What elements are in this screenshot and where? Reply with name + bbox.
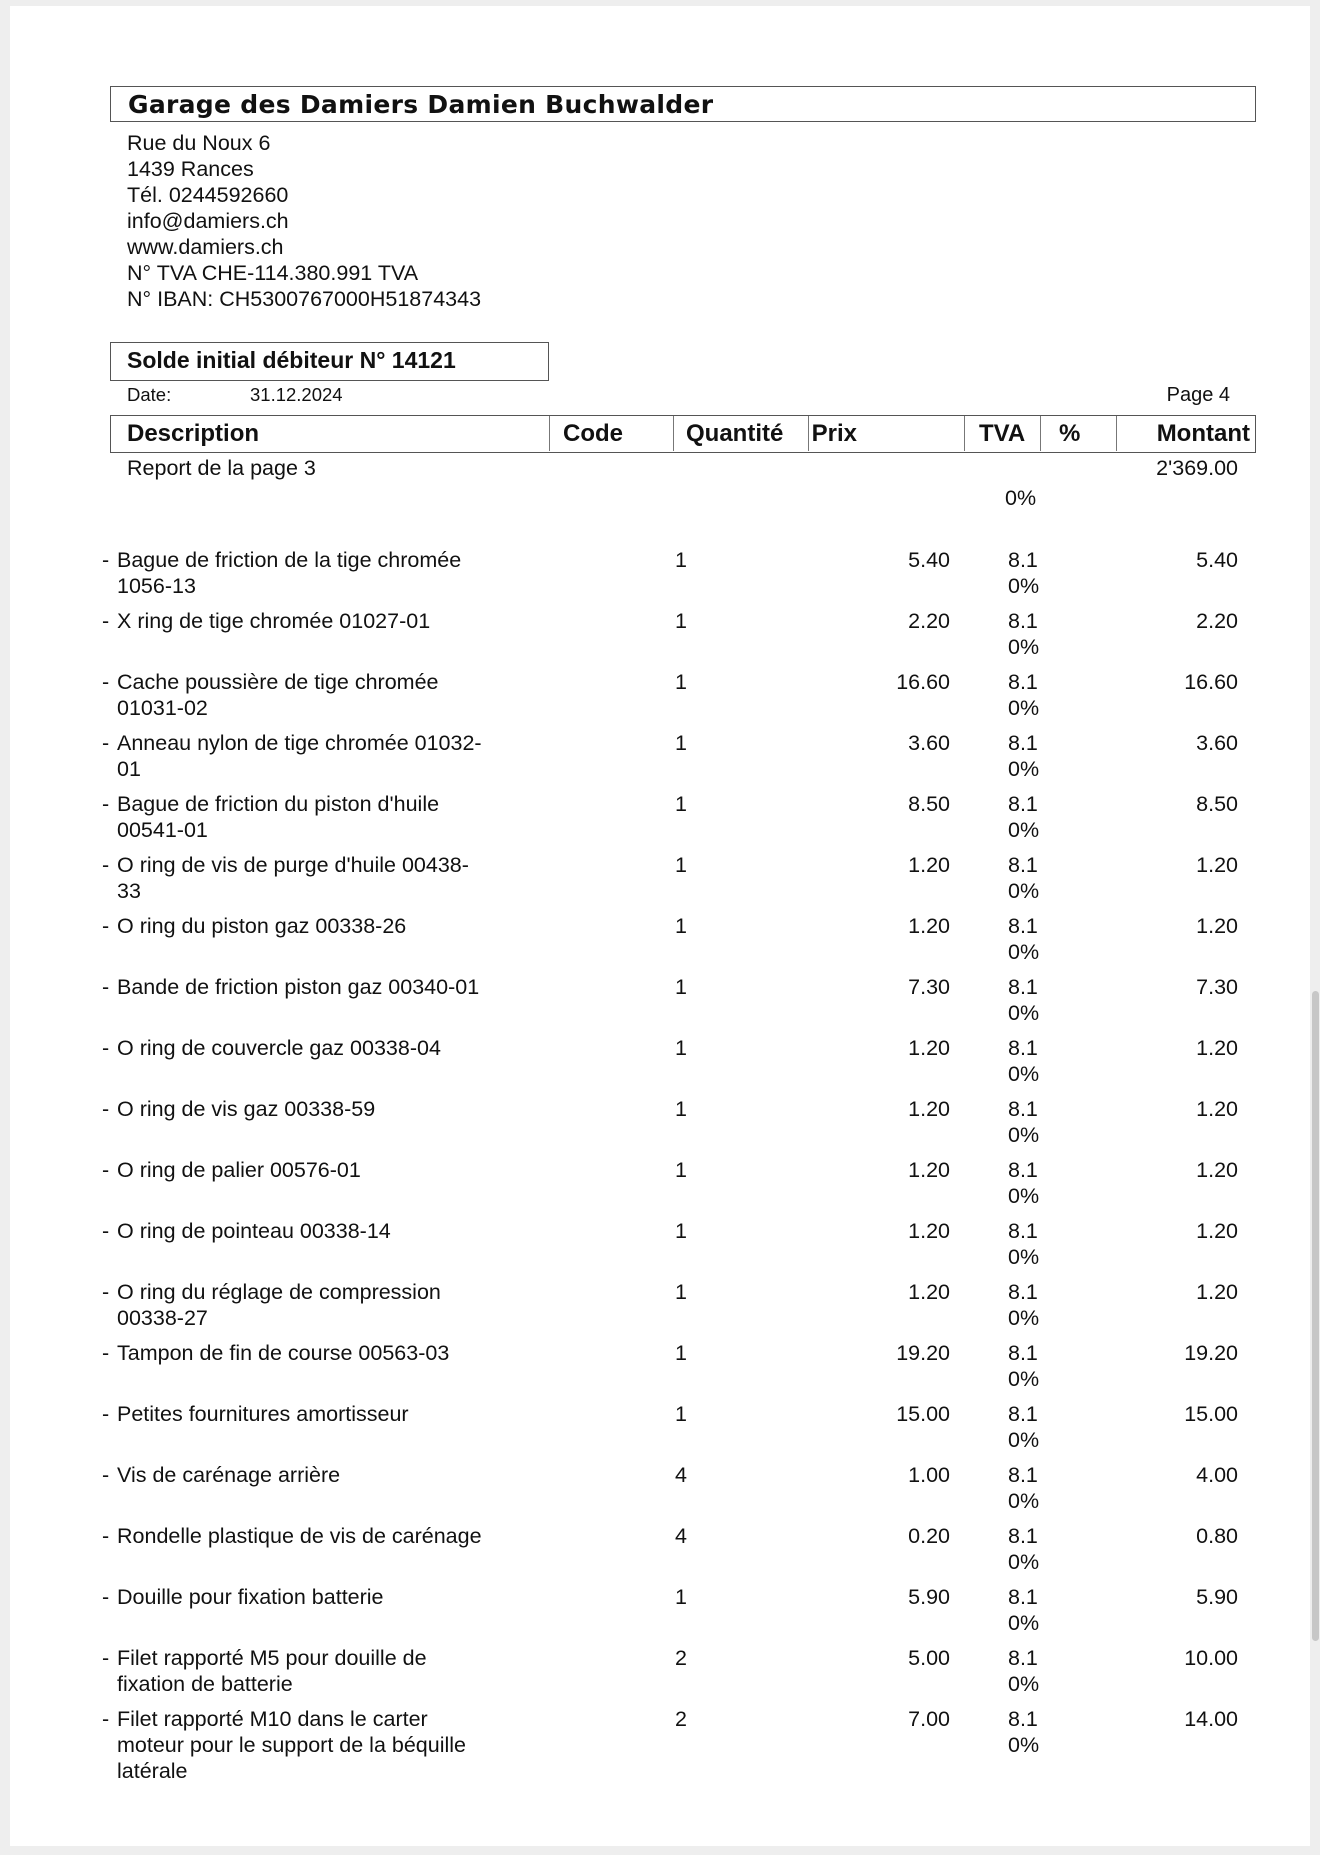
row-amount: 4.00 <box>1196 1463 1238 1487</box>
row-price: 8.50 <box>908 792 950 816</box>
date-value: 31.12.2024 <box>250 384 343 405</box>
email-line: info@damiers.ch <box>127 209 289 233</box>
row-description <box>117 974 517 1000</box>
row-amount: 3.60 <box>1196 731 1238 755</box>
row-bullet: - <box>102 1463 110 1487</box>
description-line: O ring de couvercle gaz 00338-04 <box>117 1036 441 1060</box>
company-name: Garage des Damiers Damien Buchwalder <box>128 90 714 119</box>
column-divider <box>1116 416 1117 451</box>
vat-line: 0% <box>1008 1733 1040 1757</box>
description-line: Filet rapporté M5 pour douille de <box>117 1646 427 1670</box>
row-quantity: 1 <box>675 853 687 877</box>
vat-line: 8.1 <box>1008 1036 1038 1060</box>
vat-line: 0% <box>1008 635 1040 659</box>
row-quantity: 1 <box>675 1402 687 1426</box>
row-vat <box>1008 791 1048 843</box>
column-divider <box>808 416 809 451</box>
row-amount: 7.30 <box>1196 975 1238 999</box>
row-description <box>117 791 517 843</box>
row-price: 1.20 <box>908 1158 950 1182</box>
row-amount: 5.40 <box>1196 548 1238 572</box>
row-price: 5.00 <box>908 1646 950 1670</box>
column-divider <box>549 416 550 451</box>
vat-line: 0% <box>1008 1611 1040 1635</box>
row-vat <box>1008 669 1048 721</box>
vat-line: 8.1 <box>1008 914 1038 938</box>
row-amount: 1.20 <box>1196 914 1238 938</box>
table-row <box>10 791 1310 852</box>
document-title: Solde initial débiteur N° 14121 <box>127 347 456 373</box>
vat-line: 8.1 <box>1008 1280 1038 1304</box>
header-code: Code <box>563 420 623 447</box>
vat-line: 8.1 <box>1008 1707 1038 1731</box>
table-row <box>10 547 1310 608</box>
row-bullet: - <box>102 1585 110 1609</box>
table-row <box>10 1035 1310 1096</box>
vat-line: 8.1 <box>1008 731 1038 755</box>
iban-line: N° IBAN: CH5300767000H51874343 <box>127 287 482 311</box>
vat-line: 0% <box>1008 574 1040 598</box>
row-description <box>117 1462 517 1488</box>
row-description <box>117 1706 517 1784</box>
company-address <box>127 130 481 312</box>
table-row <box>10 608 1310 669</box>
description-line: moteur pour le support de la béquille <box>117 1733 466 1757</box>
header-percent: % <box>1059 420 1081 447</box>
column-divider <box>1040 416 1041 451</box>
vat-line: 8.1 <box>1008 609 1038 633</box>
row-vat <box>1008 1218 1048 1270</box>
vat-line: 8.1 <box>1008 1402 1038 1426</box>
vat-line: 8.1 <box>1008 1585 1038 1609</box>
address-line: 1439 Rances <box>127 157 254 181</box>
description-line: 01 <box>117 757 141 781</box>
row-quantity: 1 <box>675 1097 687 1121</box>
vat-line: 0% <box>1008 1550 1040 1574</box>
description-line: Petites fournitures amortisseur <box>117 1402 409 1426</box>
table-row <box>10 1096 1310 1157</box>
description-line: Rondelle plastique de vis de carénage <box>117 1524 482 1548</box>
vat-line: 0% <box>1008 1428 1040 1452</box>
row-quantity: 1 <box>675 1341 687 1365</box>
row-quantity: 1 <box>675 731 687 755</box>
vat-line: 0% <box>1008 1489 1040 1513</box>
row-amount: 1.20 <box>1196 1280 1238 1304</box>
row-quantity: 1 <box>675 1036 687 1060</box>
row-description <box>117 1401 517 1427</box>
vat-line: 0% <box>1008 1001 1040 1025</box>
row-price: 16.60 <box>896 670 950 694</box>
row-amount: 1.20 <box>1196 1097 1238 1121</box>
description-line: 00541-01 <box>117 818 208 842</box>
row-price: 1.20 <box>908 1036 950 1060</box>
description-line: O ring de pointeau 00338-14 <box>117 1219 391 1243</box>
description-line: 00338-27 <box>117 1306 208 1330</box>
document-page <box>10 6 1310 1846</box>
row-quantity: 1 <box>675 670 687 694</box>
column-divider <box>964 416 965 451</box>
carry-over-label: Report de la page 3 <box>127 456 316 480</box>
row-price: 0.20 <box>908 1524 950 1548</box>
row-bullet: - <box>102 1402 110 1426</box>
document-title-box <box>110 342 549 381</box>
row-price: 1.20 <box>908 853 950 877</box>
description-line: Anneau nylon de tige chromée 01032- <box>117 731 482 755</box>
description-line: fixation de batterie <box>117 1672 293 1696</box>
vat-line: 8.1 <box>1008 1097 1038 1121</box>
row-description <box>117 1157 517 1183</box>
header-description: Description <box>127 420 260 447</box>
table-row <box>10 1706 1310 1783</box>
row-quantity: 1 <box>675 548 687 572</box>
description-line: Filet rapporté M10 dans le carter <box>117 1707 428 1731</box>
vat-line: 8.1 <box>1008 1219 1038 1243</box>
vat-line: 8.1 <box>1008 1524 1038 1548</box>
table-row <box>10 1279 1310 1340</box>
description-line: Bague de friction du piston d'huile <box>117 792 440 816</box>
vat-line: 0% <box>1008 1367 1040 1391</box>
website-line: www.damiers.ch <box>127 235 284 259</box>
vat-line: 0% <box>1008 1123 1040 1147</box>
description-line: X ring de tige chromée 01027-01 <box>117 609 431 633</box>
description-line: Bague de friction de la tige chromée <box>117 548 462 572</box>
row-vat <box>1008 1096 1048 1148</box>
row-vat <box>1008 913 1048 965</box>
row-vat <box>1008 1401 1048 1453</box>
row-quantity: 4 <box>675 1463 687 1487</box>
description-line: O ring de vis gaz 00338-59 <box>117 1097 376 1121</box>
row-amount: 2.20 <box>1196 609 1238 633</box>
description-line: Douille pour fixation batterie <box>117 1585 384 1609</box>
row-vat <box>1008 547 1048 599</box>
table-header <box>110 415 1256 453</box>
row-bullet: - <box>102 1036 110 1060</box>
vat-line: 0% <box>1008 1245 1040 1269</box>
table-row <box>10 1218 1310 1279</box>
table-row <box>10 1401 1310 1462</box>
row-bullet: - <box>102 914 110 938</box>
row-amount: 5.90 <box>1196 1585 1238 1609</box>
description-line: O ring de palier 00576-01 <box>117 1158 361 1182</box>
row-bullet: - <box>102 1341 110 1365</box>
vat-line: 8.1 <box>1008 1463 1038 1487</box>
row-vat <box>1008 608 1048 660</box>
row-amount: 0.80 <box>1196 1524 1238 1548</box>
vat-line: 0% <box>1008 1062 1040 1086</box>
row-bullet: - <box>102 670 110 694</box>
row-quantity: 1 <box>675 609 687 633</box>
table-row <box>10 730 1310 791</box>
row-price: 5.40 <box>908 548 950 572</box>
row-vat <box>1008 1157 1048 1209</box>
row-amount: 14.00 <box>1184 1707 1238 1731</box>
description-line: Vis de carénage arrière <box>117 1463 341 1487</box>
row-quantity: 1 <box>675 792 687 816</box>
row-description <box>117 1584 517 1610</box>
row-description <box>117 1645 517 1697</box>
column-divider <box>673 416 674 451</box>
row-price: 3.60 <box>908 731 950 755</box>
table-row <box>10 1645 1310 1706</box>
row-vat <box>1008 1584 1048 1636</box>
vat-line: 0% <box>1008 696 1040 720</box>
row-bullet: - <box>102 609 110 633</box>
table-row <box>10 1340 1310 1401</box>
row-amount: 1.20 <box>1196 1036 1238 1060</box>
vat-number-line: N° TVA CHE-114.380.991 TVA <box>127 261 419 285</box>
row-description <box>117 608 517 634</box>
header-vat: TVA <box>979 420 1026 447</box>
row-amount: 1.20 <box>1196 1219 1238 1243</box>
row-bullet: - <box>102 1219 110 1243</box>
row-price: 1.20 <box>908 1097 950 1121</box>
row-price: 7.30 <box>908 975 950 999</box>
row-quantity: 1 <box>675 975 687 999</box>
row-price: 1.00 <box>908 1463 950 1487</box>
row-bullet: - <box>102 975 110 999</box>
row-price: 19.20 <box>896 1341 950 1365</box>
carry-over-amount: 2'369.00 <box>1156 456 1238 480</box>
phone-line: Tél. 0244592660 <box>127 183 289 207</box>
vat-line: 0% <box>1008 1184 1040 1208</box>
row-vat <box>1008 1523 1048 1575</box>
vat-line: 0% <box>1008 1306 1040 1330</box>
row-description <box>117 1279 517 1331</box>
row-amount: 19.20 <box>1184 1341 1238 1365</box>
row-quantity: 1 <box>675 1280 687 1304</box>
row-bullet: - <box>102 853 110 877</box>
row-bullet: - <box>102 1524 110 1548</box>
row-description <box>117 852 517 904</box>
table-row <box>10 1462 1310 1523</box>
row-quantity: 1 <box>675 1158 687 1182</box>
row-amount: 10.00 <box>1184 1646 1238 1670</box>
row-description <box>117 547 517 599</box>
row-price: 7.00 <box>908 1707 950 1731</box>
row-description <box>117 1523 517 1549</box>
description-line: 1056-13 <box>117 574 196 598</box>
row-bullet: - <box>102 1158 110 1182</box>
row-description <box>117 1035 517 1061</box>
row-price: 1.20 <box>908 1280 950 1304</box>
row-vat <box>1008 1035 1048 1087</box>
description-line: 01031-02 <box>117 696 208 720</box>
row-price: 5.90 <box>908 1585 950 1609</box>
row-price: 1.20 <box>908 914 950 938</box>
row-amount: 8.50 <box>1196 792 1238 816</box>
row-amount: 1.20 <box>1196 1158 1238 1182</box>
table-row <box>10 913 1310 974</box>
row-vat <box>1008 1340 1048 1392</box>
row-description <box>117 1096 517 1122</box>
row-description <box>117 913 517 939</box>
row-description <box>117 730 517 782</box>
scrollbar-thumb[interactable] <box>1312 991 1319 1641</box>
row-quantity: 1 <box>675 914 687 938</box>
row-description <box>117 1218 517 1244</box>
table-row <box>10 852 1310 913</box>
row-quantity: 1 <box>675 1585 687 1609</box>
row-quantity: 2 <box>675 1707 687 1731</box>
vat-line: 0% <box>1008 879 1040 903</box>
vat-line: 8.1 <box>1008 548 1038 572</box>
description-line: latérale <box>117 1759 188 1783</box>
description-line: 33 <box>117 879 141 903</box>
vat-line: 8.1 <box>1008 853 1038 877</box>
vat-line: 8.1 <box>1008 1646 1038 1670</box>
row-amount: 16.60 <box>1184 670 1238 694</box>
header-price: Prix <box>811 420 857 447</box>
row-bullet: - <box>102 792 110 816</box>
description-line: O ring du réglage de compression <box>117 1280 441 1304</box>
row-bullet: - <box>102 1097 110 1121</box>
description-line: O ring du piston gaz 00338-26 <box>117 914 407 938</box>
row-bullet: - <box>102 1646 110 1670</box>
row-bullet: - <box>102 731 110 755</box>
company-header-box <box>110 86 1256 122</box>
row-bullet: - <box>102 1280 110 1304</box>
row-bullet: - <box>102 548 110 572</box>
carry-over-vat: 0% <box>1005 486 1037 510</box>
row-quantity: 2 <box>675 1646 687 1670</box>
vat-line: 8.1 <box>1008 1158 1038 1182</box>
date-label: Date: <box>127 384 172 405</box>
row-price: 1.20 <box>908 1219 950 1243</box>
row-quantity: 4 <box>675 1524 687 1548</box>
row-description <box>117 669 517 721</box>
row-vat <box>1008 974 1048 1026</box>
description-line: Cache poussière de tige chromée <box>117 670 439 694</box>
vat-line: 0% <box>1008 818 1040 842</box>
row-vat <box>1008 1279 1048 1331</box>
address-line: Rue du Noux 6 <box>127 131 271 155</box>
description-line: Tampon de fin de course 00563-03 <box>117 1341 450 1365</box>
header-quantity: Quantité <box>686 420 784 447</box>
row-vat <box>1008 852 1048 904</box>
table-row <box>10 1523 1310 1584</box>
row-bullet: - <box>102 1707 110 1731</box>
row-vat <box>1008 1462 1048 1514</box>
row-price: 2.20 <box>908 609 950 633</box>
table-row <box>10 1584 1310 1645</box>
row-amount: 15.00 <box>1184 1402 1238 1426</box>
vat-line: 0% <box>1008 757 1040 781</box>
row-quantity: 1 <box>675 1219 687 1243</box>
vat-line: 8.1 <box>1008 975 1038 999</box>
header-amount: Montant <box>1156 420 1250 447</box>
row-price: 15.00 <box>896 1402 950 1426</box>
vat-line: 0% <box>1008 940 1040 964</box>
row-vat <box>1008 1706 1048 1758</box>
row-description <box>117 1340 517 1366</box>
description-line: O ring de vis de purge d'huile 00438- <box>117 853 469 877</box>
row-amount: 1.20 <box>1196 853 1238 877</box>
row-vat <box>1008 1645 1048 1697</box>
vat-line: 8.1 <box>1008 670 1038 694</box>
vat-line: 8.1 <box>1008 1341 1038 1365</box>
description-line: Bande de friction piston gaz 00340-01 <box>117 975 480 999</box>
page-number: Page 4 <box>1166 384 1230 406</box>
vat-line: 8.1 <box>1008 792 1038 816</box>
table-row <box>10 974 1310 1035</box>
row-vat <box>1008 730 1048 782</box>
table-row <box>10 669 1310 730</box>
vat-line: 0% <box>1008 1672 1040 1696</box>
table-row <box>10 1157 1310 1218</box>
